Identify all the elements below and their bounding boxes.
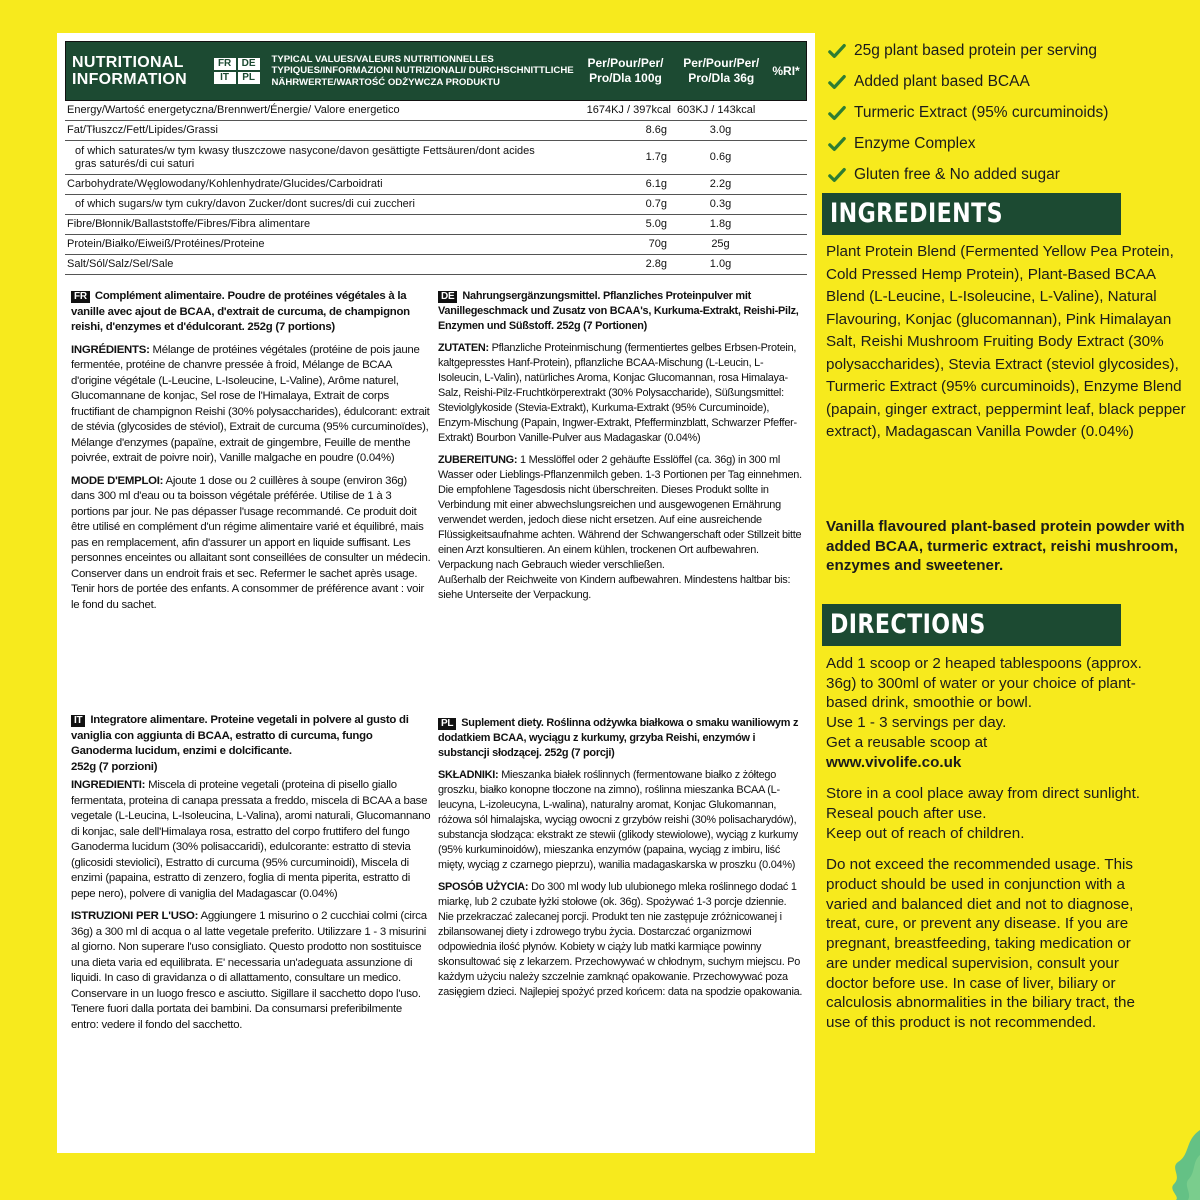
ingredients-heading: INGREDIENTS xyxy=(822,193,1121,235)
german-section: DE Nahrungsergänzungsmittel. Pflanzliches Proteinpulver mit Vanillegeschmack und Zusatz von BCAA's, Kurkuma-Extrakt, Reishi-Pilz, Enzymen und Süßstoff. 252g (7 Portionen) ZUTATEN: Pflanzliche Proteinmischung (fermentiertes gelbes Erbsen-Protein, kaltgepresstes Hanf-Protein), pflanzliche BCAA-Mischung (L-Leucin, L-Isoleucin, L-Valin), natürliches Aroma, Konjac Glucomannan, rosa Himalaya-Salz, Reishi-Pilz-Fruchtkörperextrakt (30% Polysaccharide), Süßungsmittel: Steviolglykoside (Stevia-Extrakt), Kurkuma-Extrakt (95% Curcuminoide), Enzym-Mischung (Papain, Ingwer-Extrakt, Pfefferminzblatt, Schwarzer Pfeffer-Extrakt) Bourbon Vanille-Pulver aus Madagaskar (0.04%) ZUBEREITUNG: 1 Messlöffel oder 2 gehäufte Esslöffel (ca. 36g) in 300 ml Wasser oder Lieblings-Pflanzenmilch geben. 1-3 Portionen per Tag einnehmen. Die empfohlene Tagesdosis nicht überschreiten. Dieses Produkt sollte in Verbindung mit einer abwechslungsreichen und ausgewogenen Ernährung verwendet werden, jedoch diese nicht ersetzen. Auf eine ausreichende Flüssigkeitsaufnahme achten. Während der Schwangerschaft oder Stillzeit bitte einen Arzt konsultieren. An einem kühlen, trockenen Ort aufbewahren. Verpackung nach Gebrauch wieder verschließen. Außerhalb der Reichweite von Kindern aufbewahren. Mindestens haltbar bis: siehe Unterseite der Verpackung. xyxy=(438,290,802,601)
pl-ingredients: Mieszanka białek roślinnych (fermentowane białko z żółtego groszku, białko konopne tłoczone na zimno), roślinna mieszanka BCAA (L-leucyna, L-izoleucyna, L-walina), naturalny aromat, Konjac Glukomannan, różowa sól himalajska, wyciąg owocni z grzybów reishi (30% polisacharydów), substancja słodząca: ekstrakt ze stewii (glikody stewiolowe), wyciąg z kurkumy (95% kurkuminoidów), mieszanka enzymów (papaina, wyciąg z imbiru, liść mięty, wyciąg z czarnego pieprzu), wanilia madagaskarska w proszku (0.04%) xyxy=(438,769,798,871)
fr-intro: Complément alimentaire. Poudre de protéines végétales à la vanille avec ajout de BCAA, d'extrait de curcuma, de champignon reishi, d'enzymes et d'édulcorant. 252g (7 portions) xyxy=(71,290,410,333)
language-codes xyxy=(214,58,266,84)
nutrition-title: NUTRITIONAL INFORMATION xyxy=(72,54,187,88)
product-description: Vanilla flavoured plant-based protein powder with added BCAA, turmeric extract, reishi mushroom, enzymes and sweetener. xyxy=(826,518,1185,574)
de-intro: Nahrungsergänzungsmittel. Pflanzliches Proteinpulver mit Vanillegeschmack und Zusatz von BCAA's, Kurkuma-Extrakt, Reishi-Pilz, Enzymen und Süßstoff. 252g (7 Portionen) xyxy=(438,290,799,332)
website-link[interactable]: www.vivolife.co.uk xyxy=(826,753,962,771)
fr-tag: FR xyxy=(71,291,90,303)
it-directions: Aggiungere 1 misurino o 2 cucchiai colmi (circa 36g) a 300 ml di acqua o al latte vegetale preferito. Utilizzare 1 - 3 misurini al giorno. Non superare l'uso consigliato. Questo prodotto non sostituisce una dieta varia ed equilibrata. E' necessaria un'adeguata assunzione di liquidi. In caso di gravidanza o di allattamento, consultare un medico. Conservare in un luogo fresco e asciutto. Sigillare il sacchetto dopo l'uso. Tenere fuori dalla portata dei bambini. Da consumarsi preferibilmente entro: vedere il fondo del sacchetto. xyxy=(71,910,427,1031)
it-tag: IT xyxy=(71,715,85,727)
french-section: FR Complément alimentaire. Poudre de protéines végétales à la vanille avec ajout de BCAA, d'extrait de curcuma, de champignon reishi, d'enzymes et d'édulcorant. 252g (7 portions) INGRÉDIENTS: Mélange de protéines végétales (protéine de pois jaune fermentée, protéine de chanvre pressée à froid, Mélange de BCAA d'origine végétale (L-Leucine, L-Isoleucine, L-Valine), Arôme naturel, Glucomannane de konjac, Sel rose de l'Himalaya, Extrait de corps fructifiant de champignon Reishi (30% polysaccharides), édulcorant: extrait de stévia (glycosides de stéviol), Extrait de curcuma (95% curcuminoïdes), Mélange d'enzymes (papaïne, extrait de gingembre, Feuille de menthe poivrée, extrait de poivre noir), Vanille malgache en poudre (0.04%) MODE D'EMPLOI: Ajoute 1 dose ou 2 cuillères à soupe (environ 36g) dans 300 ml d'eau ou ta boisson végétale préférée. Utilise de 1 à 3 portions par jour. Ne pas dépasser l'usage recommandé. Ce produit doit être utilisé en complément d'un régime alimentaire varié et équilibré, mais pas en remplacement, afin d'assurer un apport en liquide suffisant. Les personnes enceintes ou allaitant sont conseillées de consulter un médecin. Conserver dans un endroit frais et sec. Refermer le sachet après usage. Tenir hors de portée des enfants. A consommer de préférence avant : voir le fond du sachet. xyxy=(71,290,431,611)
directions-warning: Do not exceed the recommended usage. This product should be used in conjunction with a varied and balanced diet and not to diagnose, treat, cure, or prevent any disease. If you are pregnant, breastfeeding, taking medication or are under medical supervision, consult your doctor before use. In case of liver, biliary or calculosis abnormalities in the biliary tract, the use of this product is not recommended. xyxy=(826,856,1135,1031)
table-row: Fibre/Błonnik/Ballaststoffe/Fibres/Fibra alimentare 5.0g 1.8g xyxy=(65,215,807,235)
checkmark-icon xyxy=(828,42,846,60)
checkmark-icon xyxy=(828,166,846,184)
directions-servings: Use 1 - 3 servings per day. xyxy=(826,714,1007,732)
ingredients-text: Plant Protein Blend (Fermented Yellow Pea Protein, Cold Pressed Hemp Protein), Plant-Based BCAA Blend (L-Leucine, L-Isoleucine, L-Valine), Natural Flavouring, Konjac (glucomannan), Pink Himalayan Salt, Reishi Mushroom Fruiting Body Extract (30% polysaccharides), Stevia Extract (steviol glycosides), Turmeric Extract (95% curcuminoids), Enzyme Blend (papain, ginger extract, peppermint leaf, black pepper extract), Madagascan Vanilla Powder (0.04%) xyxy=(826,243,1186,440)
table-row: of which saturates/w tym kwasy tłuszczowe nasycone/davon gesättigte Fettsäuren/dont acides gras saturés/di cui saturi 1.7g 0.6g xyxy=(65,141,807,175)
pl-directions: Do 300 ml wody lub ulubionego mleka roślinnego dodać 1 miarkę, lub 2 czubate łyżki stołowe (ok. 36g). Spożywać 1-3 porcje dziennie. Nie przekraczać zalecanej porcji. Produkt ten nie zastępuje zróżnicowanej i zbilansowanej diety i zdrowego trybu życia. Dostarczać organizmowi odpowiednia ilość płynów. Kobiety w ciąży lub matki karmiące powinny skonsultować się z lekarzem. Przechowywać w chłodnym, suchym miejscu. Po każdym użyciu należy szczelnie zamknąć opakowanie. Przechowywać poza zasięgiem dzieci. Najlepiej spożyć przed końcem: data na spodzie opakowania. xyxy=(438,881,803,998)
directions-scoop: Get a reusable scoop at xyxy=(826,733,988,751)
checkmark-icon xyxy=(828,135,846,153)
list-item: Enzyme Complex xyxy=(828,128,1188,159)
pl-tag: PL xyxy=(438,718,456,730)
lang-fr: FR xyxy=(214,58,236,70)
it-ingredients: Miscela di proteine vegetali (proteina di pisello giallo fermentata, proteina di canapa pressata a freddo, miscela di BCAA a base vegetale (L-Leucina, L-Isoleucina, L-Valina), aromi naturali, Glucomannano di konjac, sale dell'Himalaya rosa, estratto del corpo fruttifero del fungo Ganoderma lucidum (30% polisaccaridi), edulcorante: estratto di stevia (glicosidi steviolici), Estratto di curcuma (95% curcuminoidi), Miscela di enzimi (papaina, estratto di zenzero, foglia di menta piperita, estratto di pepe nero), polvere di vaniglia del Madagascar (0.04%) xyxy=(71,779,431,900)
label-panel xyxy=(57,33,815,1153)
feature-list xyxy=(828,35,1188,190)
directions-storage: Store in a cool place away from direct sunlight. Reseal pouch after use. xyxy=(826,785,1141,822)
lang-it: IT xyxy=(214,72,236,84)
paint-splash-decoration xyxy=(1130,1110,1200,1200)
pl-intro: Suplement diety. Roślinna odżywka białkowa o smaku waniliowym z dodatkiem BCAA, wyciągu z kurkumy, grzyba Reishi, enzymów i substancji słodzącej. 252g (7 porcji) xyxy=(438,717,799,759)
column-per-36g: Per/Pour/Per/ Pro/Dla 36g xyxy=(683,56,760,85)
checkmark-icon xyxy=(828,104,846,122)
italian-section: IT Integratore alimentare. Proteine vegetali in polvere al gusto di vaniglia con aggiunta di BCAA, estratto di curcuma, fungo Ganoderma lucidum, enzimi e dolcificante. 252g (7 porzioni) INGREDIENTI: Miscela di proteine vegetali (proteina di pisello giallo fermentata, proteina di canapa pressata a freddo, miscela di BCAA a base vegetale (L-Leucina, L-Isoleucina, L-Valina), aromi naturali, Glucomannano di konjac, sale dell'Himalaya rosa, estratto del corpo fruttifero del fungo Ganoderma lucidum (30% polisaccaridi), edulcorante: estratto di stevia (glicosidi steviolici), Estratto di curcuma (95% curcuminoidi), Miscela di enzimi (papaina, estratto di zenzero, foglia di menta piperita, estratto di pepe nero), polvere di vaniglia del Madagascar (0.04%) ISTRUZIONI PER L'USO: Aggiungere 1 misurino o 2 cucchiai colmi (circa 36g) a 300 ml di acqua o al latte vegetale preferito. Utilizzare 1 - 3 misurini al giorno. Non superare l'uso consigliato. Questo prodotto non sostituisce una dieta varia ed equilibrata. E' necessaria un'adeguata assunzione di liquidi. In caso di gravidanza o di allattamento, consultare un medico. Conservare in un luogo fresco e asciutto. Sigillare il sacchetto dopo l'uso. Tenere fuori dalla portata dei bambini. Da consumarsi preferibilmente entro: vedere il fondo del sacchetto. xyxy=(71,714,431,1031)
list-item: Gluten free & No added sugar xyxy=(828,159,1188,190)
polish-section: PL Suplement diety. Roślinna odżywka białkowa o smaku waniliowym z dodatkiem BCAA, wyciągu z kurkumy, grzyba Reishi, enzymów i substancji słodzącej. 252g (7 porcji) SKŁADNIKI: Mieszanka białek roślinnych (fermentowane białko z żółtego groszku, białko konopne tłoczone na zimno), roślinna mieszanka BCAA (L-leucyna, L-izoleucyna, L-walina), naturalny aromat, Konjac Glukomannan, różowa sól himalajska, wyciąg owocni z grzybów reishi (30% polisacharydów), substancja słodząca: ekstrakt ze stewii (glikody stewiolowe), wyciąg z kurkumy (95% kurkuminoidów), mieszanka enzymów (papaina, wyciąg z imbiru, liść mięty, wyciąg z czarnego pieprzu), wanilia madagaskarska w proszku (0.04%) SPOSÓB UŻYCIA: Do 300 ml wody lub ulubionego mleka roślinnego dodać 1 miarkę, lub 2 czubate łyżki stołowe (ok. 36g). Spożywać 1-3 porcje dziennie. Nie przekraczać zalecanej porcji. Produkt ten nie zastępuje zróżnicowanej i zbilansowanej diety i zdrowego trybu życia. Dostarczać organizmowi odpowiednia ilość płynów. Kobiety w ciąży lub matki karmiące powinny skonsultować się z lekarzem. Przechowywać w chłodnym, suchym miejscu. Po każdym użyciu należy szczelnie zamknąć opakowanie. Przechowywać poza zasięgiem dzieci. Najlepiej spożyć przed końcem: data na spodzie opakowania. xyxy=(438,717,803,998)
de-tag: DE xyxy=(438,291,457,303)
directions-heading: DIRECTIONS xyxy=(822,604,1121,646)
it-weight: 252g (7 porzioni) xyxy=(71,760,158,773)
list-item: 25g plant based protein per serving xyxy=(828,35,1188,66)
list-item: Turmeric Extract (95% curcuminoids) xyxy=(828,97,1188,128)
lang-de: DE xyxy=(238,58,260,70)
table-row: Energy/Wartość energetyczna/Brennwert/Énergie/ Valore energetico 1674KJ / 397kcal 603KJ / 143kcal xyxy=(65,101,807,121)
column-ri: %RI* xyxy=(772,64,800,78)
fr-ingredients: Mélange de protéines végétales (protéine de pois jaune fermentée, protéine de chanvre pressée à froid, Mélange de BCAA d'origine végétale (L-Leucine, L-Isoleucine, L-Valine), Arôme naturel, Glucomannane de konjac, Sel rose de l'Himalaya, Extrait de corps fructifiant de champignon Reishi (30% polysaccharides), édulcorant: extrait de stévia (glycosides de stéviol), Extrait de curcuma (95% curcuminoïdes), Mélange d'enzymes (papaïne, extrait de gingembre, Feuille de menthe poivrée, extrait de poivre noir), Vanille malgache en poudre (0.04%) xyxy=(71,343,430,464)
fr-directions: Ajoute 1 dose ou 2 cuillères à soupe (environ 36g) dans 300 ml d'eau ou ta boisson végétale préférée. Utilise de 1 à 3 portions par jour. Ne pas dépasser l'usage recommandé. Ce produit doit être utilisé en complément d'un régime alimentaire varié et équilibré, mais pas en remplacement, afin d'assurer un apport en liquide suffisant. Les personnes enceintes ou allaitant sont conseillées de consulter un médecin. Conserver dans un endroit frais et sec. Refermer le sachet après usage. Tenir hors de portée des enfants. A consommer de préférence avant : voir le fond du sachet. xyxy=(71,474,431,611)
nutrition-table xyxy=(65,41,807,275)
checkmark-icon xyxy=(828,73,846,91)
table-row: of which sugars/w tym cukry/davon Zucker/dont sucres/di cui zuccheri 0.7g 0.3g xyxy=(65,195,807,215)
table-row: Salt/Sól/Salz/Sel/Sale 2.8g 1.0g xyxy=(65,255,807,275)
table-row: Fat/Tłuszcz/Fett/Lipides/Grassi 8.6g 3.0g xyxy=(65,121,807,141)
de-keep-away: Außerhalb der Reichweite von Kindern aufbewahren. Mindestens haltbar bis: siehe Unterseite der Verpackung. xyxy=(438,574,791,601)
nutrition-header xyxy=(65,41,807,101)
table-row: Protein/Białko/Eiweiß/Protéines/Proteine 70g 25g xyxy=(65,235,807,255)
directions-text xyxy=(826,654,1146,1033)
de-directions: 1 Messlöffel oder 2 gehäufte Esslöffel (ca. 36g) in 300 ml Wasser oder Lieblings-Pflanzenmilch geben. 1-3 Portionen per Tag einnehmen. Die empfohlene Tagesdosis nicht überschreiten. Dieses Produkt sollte in Verbindung mit einer abwechslungsreichen und ausgewogenen Ernährung verwendet werden, jedoch diese nicht ersetzen. Auf eine ausreichende Flüssigkeitsaufnahme achten. Während der Schwangerschaft oder Stillzeit bitte einen Arzt konsultieren. An einem kühlen, trockenen Ort aufbewahren. Verpackung nach Gebrauch wieder verschließen. xyxy=(438,454,802,571)
de-ingredients: Pflanzliche Proteinmischung (fermentiertes gelbes Erbsen-Protein, kaltgepresstes Hanf-Protein), pflanzliche BCAA-Mischung (L-Leucin, L-Isoleucin, L-Valin), natürliches Aroma, Konjac Glucomannan, rosa Himalaya-Salz, Reishi-Pilz-Fruchtkörperextrakt (30% Polysaccharide), Süßungsmittel: Steviolglykoside (Stevia-Extrakt), Kurkuma-Extrakt (95% Curcuminoide), Enzym-Mischung (Papain, Ingwer-Extrakt, Pfefferminzblatt, Schwarzer Pfeffer-Extrakt) Bourbon Vanille-Pulver aus Madagaskar (0.04%) xyxy=(438,342,797,444)
directions-usage: Add 1 scoop or 2 heaped tablespoons (approx. 36g) to 300ml of water or your choice of plant-based drink, smoothie or bowl. xyxy=(826,655,1142,712)
list-item: Added plant based BCAA xyxy=(828,66,1188,97)
lang-pl: PL xyxy=(238,72,260,84)
table-row: Carbohydrate/Węglowodany/Kohlenhydrate/Glucides/Carboidrati 6.1g 2.2g xyxy=(65,175,807,195)
column-per-100g: Per/Pour/Per/ Pro/Dla 100g xyxy=(587,56,664,85)
directions-keep-away: Keep out of reach of children. xyxy=(826,824,1025,842)
typical-values-heading: TYPICAL VALUES/VALEURS NUTRITIONNELLES TYPIQUES/INFORMAZIONI NUTRIZIONALI/ DURCHSCHNITTLICHE NÄHRWERTE/WARTOŚĆ ODŻYWCZA PRODUKTU xyxy=(271,53,574,88)
it-intro: Integratore alimentare. Proteine vegetali in polvere al gusto di vaniglia con aggiunta di BCAA, estratto di curcuma, fungo Ganoderma lucidum, enzimi e dolcificante. xyxy=(71,714,409,757)
